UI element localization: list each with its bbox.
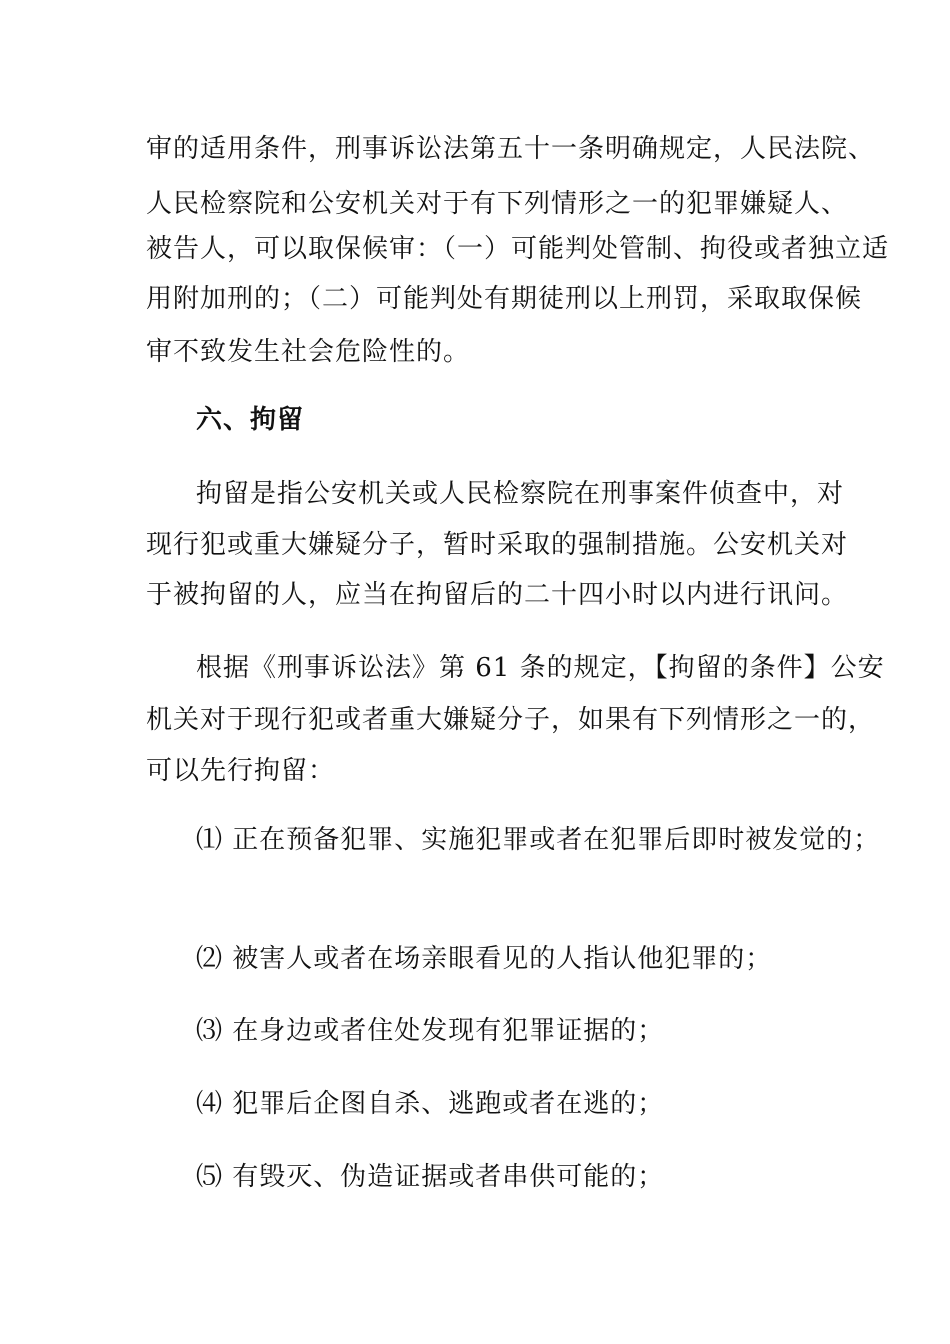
paragraph-3-line-2: 机关对于现行犯或者重大嫌疑分子，如果有下列情形之一的， (146, 705, 876, 735)
list-item-4: ⑷ 犯罪后企图自杀、逃跑或者在逃的； (196, 1089, 665, 1119)
paragraph-3-line-1: 根据《刑事诉讼法》第 61 条的规定，【拘留的条件】公安 (196, 653, 885, 683)
paragraph-1-line-2: 人民检察院和公安机关对于有下列情形之一的犯罪嫌疑人、 (146, 189, 849, 219)
section-heading: 六、拘留 (196, 405, 305, 435)
list-item-5: ⑸ 有毁灭、伪造证据或者串供可能的； (196, 1162, 665, 1192)
paragraph-1-line-1: 审的适用条件，刑事诉讼法第五十一条明确规定，人民法院、 (146, 134, 876, 164)
paragraph-1-line-4: 用附加刑的；（二）可能判处有期徒刑以上刑罚，采取取保候 (146, 284, 863, 314)
paragraph-3-line-3: 可以先行拘留： (146, 756, 336, 786)
paragraph-2-line-2: 现行犯或重大嫌疑分子，暂时采取的强制措施。公安机关对 (146, 530, 849, 560)
paragraph-2-line-3: 于被拘留的人，应当在拘留后的二十四小时以内进行讯问。 (146, 580, 849, 610)
paragraph-2-line-1: 拘留是指公安机关或人民检察院在刑事案件侦查中，对 (196, 479, 845, 509)
list-item-3: ⑶ 在身边或者住处发现有犯罪证据的； (196, 1016, 665, 1046)
list-item-2: ⑵ 被害人或者在场亲眼看见的人指认他犯罪的； (196, 944, 773, 974)
paragraph-1-line-5: 审不致发生社会危险性的。 (146, 337, 471, 367)
paragraph-1-line-3: 被告人，可以取保候审：（一）可能判处管制、拘役或者独立适 (146, 234, 890, 264)
list-item-1: ⑴ 正在预备犯罪、实施犯罪或者在犯罪后即时被发觉的； (196, 825, 881, 855)
